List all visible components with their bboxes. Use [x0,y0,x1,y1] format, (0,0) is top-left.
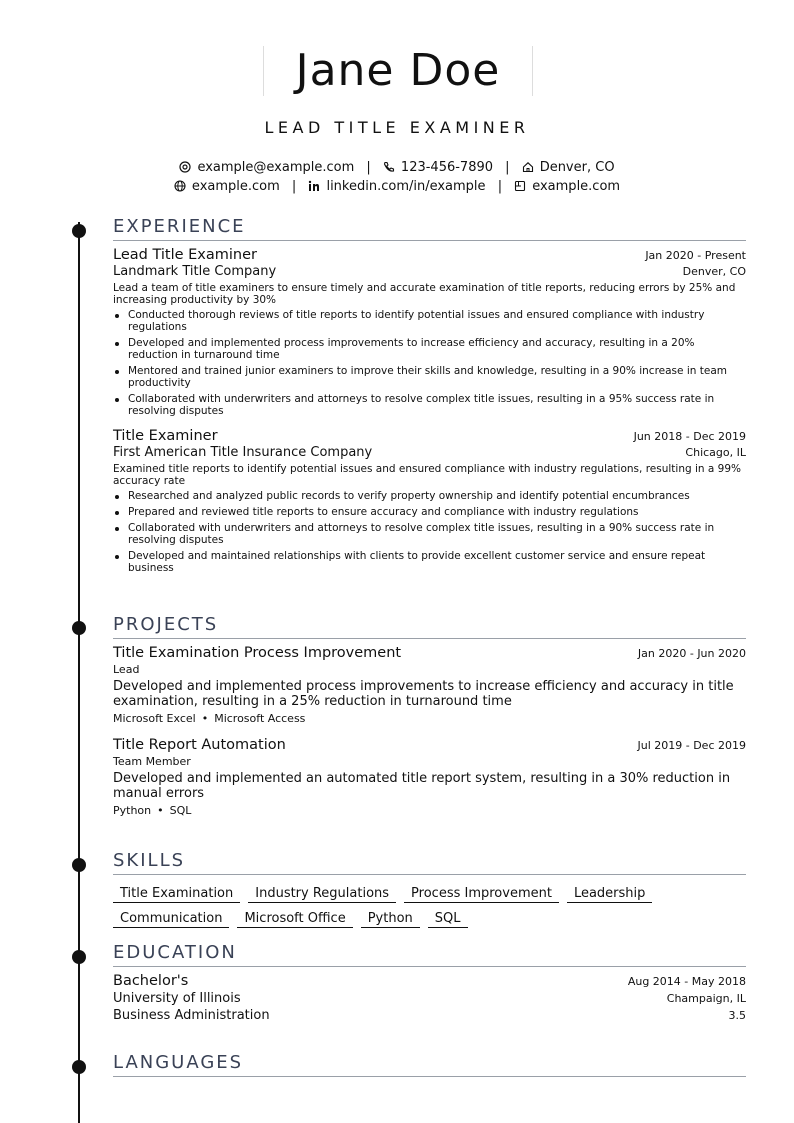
full-name: Jane Doe [295,45,501,96]
keyword-list [113,804,746,817]
skill-tag: Communication [113,911,229,928]
degree: Bachelor's [113,973,189,989]
keyword: SQL [169,804,192,817]
separator: | [366,160,371,175]
list-item: Conducted thorough reviews of title reports to identify potential issues and ensured compliance with industry regulations [113,309,746,333]
separator: | [497,179,503,194]
project-description: Developed and implemented process improvements to increase efficiency and accuracy in title examination, resulting in a 25% reduction in turnaround time [113,679,734,709]
location-text: Denver, CO [539,160,615,175]
section-title: EDUCATION [113,942,237,963]
portfolio-icon [514,179,526,191]
globe-icon [174,179,186,191]
list-item: Developed and implemented process improvements to increase efficiency and accuracy, resulting in a 20% reduction in turnaround time [113,337,746,361]
project-entry [113,737,746,817]
separator: | [291,179,297,194]
projects-section [113,613,746,817]
contact-row-1 [0,158,794,177]
skill-tag: Python [361,911,420,928]
skill-tag: Title Examination [113,886,240,903]
separator: | [505,160,510,175]
phone-icon [383,160,395,172]
section-title: PROJECTS [113,614,219,635]
project-role: Team Member [113,755,191,768]
entry-header [113,973,746,989]
date-range: Aug 2014 - May 2018 [627,975,746,988]
position-title: Title Examiner [113,428,218,444]
gpa-score: 3.5 [728,1009,746,1022]
position-title: Lead Title Examiner [113,247,257,263]
section-divider [113,1076,746,1077]
website-link[interactable]: example.com [191,179,280,194]
list-item: Collaborated with underwriters and attorneys to resolve complex title issues, resulting in a 95% success rate in resolving disputes [113,393,746,417]
list-item: Prepared and reviewed title reports to ensure accuracy and compliance with industry regulations [113,506,746,518]
list-item: Collaborated with underwriters and attorneys to resolve complex title issues, resulting in a 90% success rate in resolving disputes [113,522,746,546]
email-link[interactable]: example@example.com [197,160,355,175]
project-entry [113,645,746,725]
at-icon [179,160,191,172]
company-name: First American Title Insurance Company [113,445,373,460]
company-name: Landmark Title Company [113,264,277,279]
skill-tag: Microsoft Office [237,911,352,928]
keyword: Python [113,804,152,817]
bullet-list [113,309,746,417]
project-description: Developed and implemented an automated title report system, resulting in a 30% reduction in manual errors [113,771,731,801]
experience-section [113,215,746,578]
linkedin-link[interactable]: linkedin.com/in/example [326,179,486,194]
school-name: University of Illinois [113,991,241,1006]
education-section [113,941,746,1023]
section-divider [113,240,746,241]
entry-subheader [113,445,746,460]
entry-subheader [113,264,746,279]
home-icon [522,160,534,172]
timeline-dot [72,858,86,872]
entry-summary: Lead a team of title examiners to ensure timely and accurate examination of title reports, reducing errors by 25% and increasing productivity by 30% [113,282,736,306]
entry-header [113,247,746,263]
date-range: Jan 2020 - Jun 2020 [637,647,746,660]
experience-entry [113,428,746,574]
list-item: Researched and analyzed public records to verify property ownership and identify potential encumbrances [113,490,746,502]
timeline-dot [72,1060,86,1074]
skill-tags [113,882,746,932]
date-range: Jul 2019 - Dec 2019 [637,739,746,752]
project-title: Title Report Automation [113,737,286,753]
contact-row-2 [0,177,794,196]
name-block [263,46,533,96]
date-range: Jun 2018 - Dec 2019 [633,430,746,443]
list-item: Developed and maintained relationships with clients to provide excellent customer service and ensure repeat business [113,550,746,574]
skill-tag: Process Improvement [404,886,559,903]
job-title: LEAD TITLE EXAMINER [264,118,530,137]
entry-location: Chicago, IL [685,446,746,459]
project-role: Lead [113,663,140,676]
portfolio-link[interactable]: example.com [532,179,621,194]
bullet-separator: • [201,712,209,725]
section-divider [113,874,746,875]
keyword: Microsoft Access [214,712,306,725]
list-item: Mentored and trained junior examiners to improve their skills and knowledge, resulting in a 90% increase in team productivity [113,365,746,389]
experience-entry [113,247,746,417]
timeline-line [78,222,80,1123]
entry-field [113,1008,746,1023]
section-divider [113,638,746,639]
project-title: Title Examination Process Improvement [113,645,402,661]
skill-tag: Leadership [567,886,652,903]
entry-header [113,645,746,661]
education-entry [113,973,746,1023]
field-of-study: Business Administration [113,1008,270,1023]
section-title: LANGUAGES [113,1052,244,1073]
entry-location: Denver, CO [682,265,746,278]
section-divider [113,966,746,967]
timeline-dot [72,224,86,238]
section-title: SKILLS [113,850,186,871]
bullet-separator: • [157,804,164,817]
entry-header [113,737,746,753]
skill-tag: Industry Regulations [248,886,396,903]
entry-subheader [113,991,746,1006]
keyword: Microsoft Excel [113,712,196,725]
skills-section [113,849,746,932]
entry-location: Champaign, IL [666,992,746,1005]
timeline-dot [72,621,86,635]
timeline-dot [72,950,86,964]
linkedin-icon [308,179,320,191]
date-range: Jan 2020 - Present [645,249,746,262]
entry-summary: Examined title reports to identify potential issues and ensured compliance with industry regulations, resulting in a 99% accuracy rate [113,463,741,487]
phone-text[interactable]: 123-456-7890 [400,160,494,175]
section-title: EXPERIENCE [113,216,246,237]
languages-section [113,1051,746,1077]
entry-header [113,428,746,444]
skill-tag: SQL [428,911,468,928]
keyword-list [113,712,746,725]
bullet-list [113,490,746,574]
